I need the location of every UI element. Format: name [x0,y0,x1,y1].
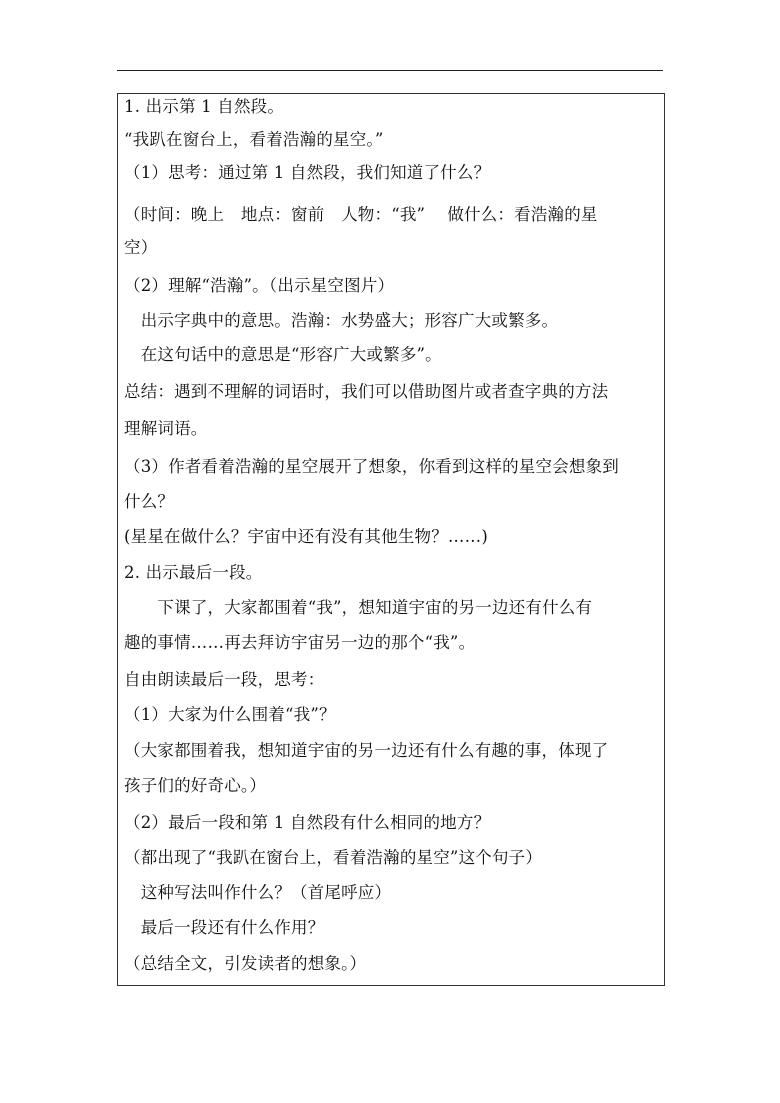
question-4: （1）大家为什么围着“我”？ [124,705,336,724]
writing-technique-question: 这种写法叫作什么？（首尾呼应） [124,883,392,902]
question-1: （1）思考：通过第 1 自然段，我们知道了什么？ [124,163,491,182]
quote-last-paragraph-line-2: 趣的事情……再去拜访宇宙另一边的那个“我”。 [124,633,476,652]
quote-last-paragraph-line-1: 下课了，大家都围着“我”，想知道宇宙的另一边还有什么有 [124,598,593,617]
answer-5: （都出现了“我趴在窗台上，看着浩瀚的星空”这个句子） [124,848,543,867]
step-1-heading: 1. 出示第 1 自然段。 [124,97,285,116]
function-question: 最后一段还有什么作用？ [124,918,325,937]
imagination-prompts: (星星在做什么？宇宙中还有没有其他生物？……) [124,527,488,546]
answer-1-line-2: 空） [124,238,158,257]
function-answer: （总结全文，引发读者的想象。） [124,954,367,973]
question-5: （2）最后一段和第 1 自然段有什么相同的地方？ [124,813,491,832]
header-rule [117,70,663,71]
question-2: （2）理解“浩瀚”。（出示星空图片） [124,276,395,295]
summary-line-2: 理解词语。 [124,419,208,438]
question-3-line-1: （3）作者看着浩瀚的星空展开了想象，你看到这样的星空会想象到 [124,457,619,476]
summary-line-1: 总结：遇到不理解的词语时，我们可以借助图片或者查字典的方法 [124,382,609,401]
quote-first-paragraph: “我趴在窗台上，看着浩瀚的星空。” [124,130,384,149]
answer-1-line-1: （时间：晚上 地点：窗前 人物：“我” 做什么：看浩瀚的星 [124,205,598,224]
question-3-line-2: 什么？ [124,492,175,511]
dictionary-meaning: 出示字典中的意思。浩瀚：水势盛大；形容广大或繁多。 [124,311,559,330]
answer-4-line-1: （大家都围着我，想知道宇宙的另一边还有什么有趣的事，体现了 [124,741,609,760]
context-meaning: 在这句话中的意思是“形容广大或繁多”。 [124,345,442,364]
step-2-heading: 2. 出示最后一段。 [124,563,263,582]
read-instruction: 自由朗读最后一段，思考： [124,670,325,689]
answer-4-line-2: 孩子们的好奇心。） [124,776,267,795]
